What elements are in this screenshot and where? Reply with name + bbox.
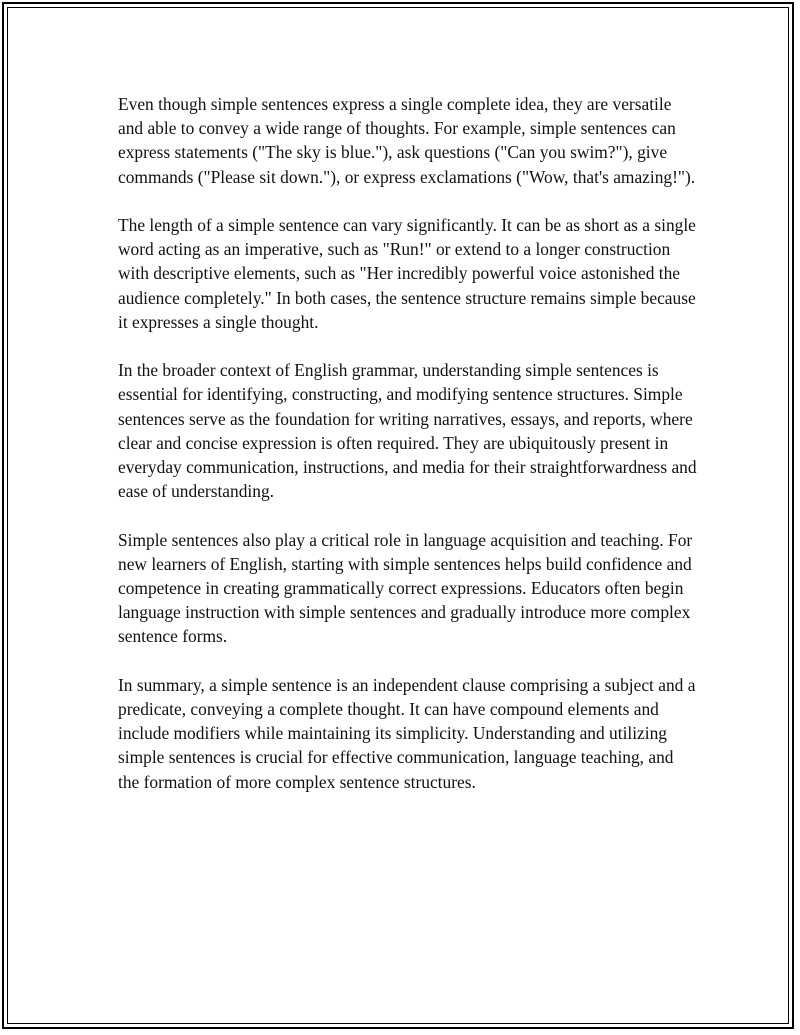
document-body — [118, 92, 698, 818]
paragraph-sentence-types: Even though simple sentences express a single complete idea, they are versatile and able to convey a wide range of thoughts. For example, simple sentences can express statements ("The sky is blue."), ask questions ("Can you swim?"), give commands ("Please sit down."), or express exclamations ("Wow, that's amazing!"). — [118, 94, 696, 187]
paragraph-grammar-context: In the broader context of English grammar, understanding simple sentences is essential for identifying, constructing, and modifying sentence structures. Simple sentences serve as the foundation for writing narratives, essays, and reports, where clear and concise expression is often required. They are ubiquitously present in everyday communication, instructions, and media for their straightforwardness and ease of understanding. — [118, 360, 697, 502]
paragraph-summary: In summary, a simple sentence is an independent clause comprising a subject and a predicate, conveying a complete thought. It can have compound elements and include modifiers while maintaining its simplicity. Understanding and utilizing simple sentences is crucial for effective communication, language teaching, and the formation of more complex sentence structures. — [118, 674, 696, 792]
paragraph-sentence-length: The length of a simple sentence can vary significantly. It can be as short as a single word acting as an imperative, such as "Run!" or extend to a longer construction with descriptive elements, such as "Her incredibly powerful voice astonished the audience completely." In both cases, the sentence structure remains simple because it expresses a single thought. — [118, 215, 696, 332]
paragraph-language-acquisition: Simple sentences also play a critical role in language acquisition and teaching. For new learners of English, starting with simple sentences helps build confidence and competence in creating grammatically correct expressions. Educators often begin language instruction with simple sentences and gradually introduce more complex sentence forms. — [118, 529, 693, 647]
